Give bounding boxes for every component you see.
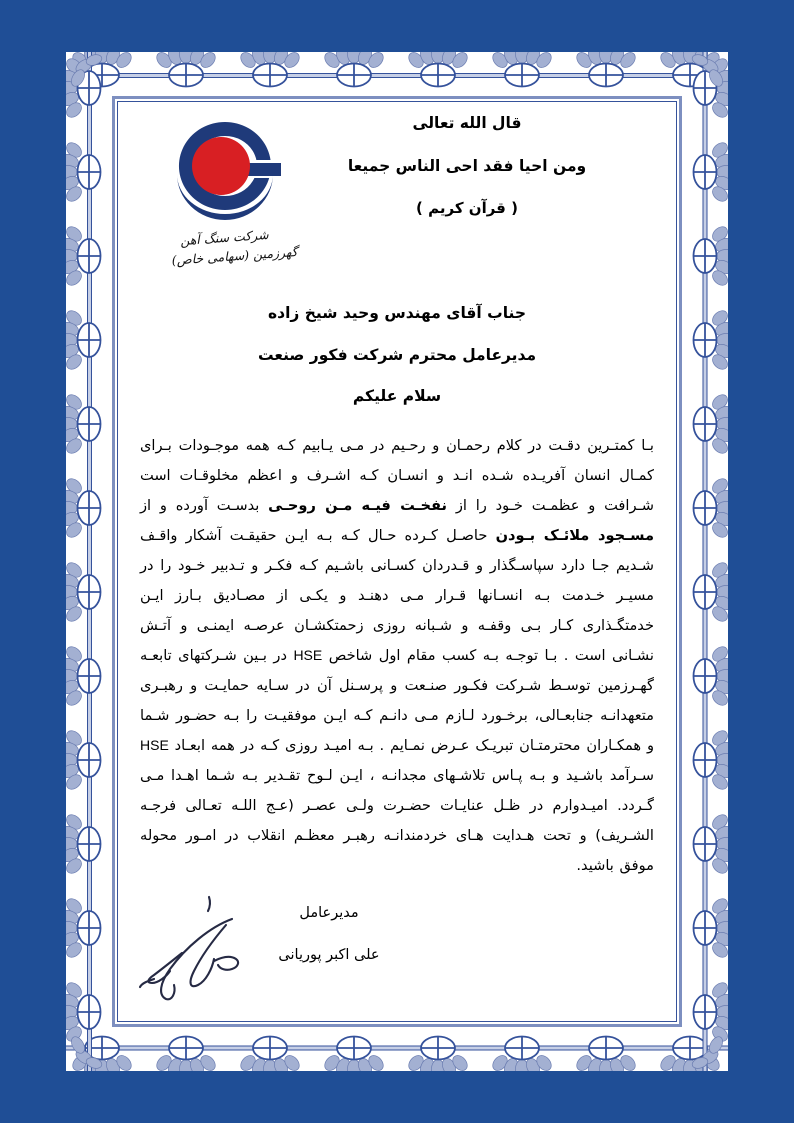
ornament-band-top [66, 52, 728, 98]
company-logo-block [140, 112, 310, 267]
company-name-line2: گهرزمین (سهامی خاص) [171, 244, 299, 269]
body-part1: بـا کمتـرین دقـت در کلام رحمـان و رحـیم در مـی یـابیم کـه همه موجـودات بـرای کمـال انسان آفریـده شـده انـد و انسـان کـه اشـرف و اعظم مخلوقـات است شـرافت و عظمـت خـود را از [140, 436, 654, 514]
body-bold2: مسـجود ملائـک بـودن [495, 526, 654, 544]
body-part3: حاصـل کـرده حـال کـه بـه ایـن حقیقـت آشکار واقـف شـدیم جـا دارد سپاسـگذار و قـدردان کسـانی باشـیم کـه فکـر و تـدبیر خـود را در مسیـر خـدمت بـه انسـانها قـرار مـی دهنـد و یکـی از مصـادیق بـارز ایـن خدمتگـذاری کـار بـی وقفـه و شـبانه روزی زحمتکشـان عرصـه ایمنـی و آتـش نشـانی است . بـا توجـه بـه کسب مقام اول شاخص [140, 526, 654, 664]
company-name [139, 222, 311, 273]
quran-verse-block [310, 112, 654, 243]
signature-labels [254, 905, 404, 963]
ornament-band-bottom [66, 1025, 728, 1071]
company-name-line1: شرکت سنگ آهن [179, 226, 270, 249]
ayah-source: ( قرآن کریم ) [416, 199, 518, 217]
signature-block [140, 905, 654, 1025]
addressee-block [140, 306, 654, 405]
body-part5: سـرآمد باشـید و بـه پـاس تلاشـهای مجدانـه ، ایـن لـوح تقـدیر بـه شـما اهـدا مـی گـردد. امیـدوارم در ظـل عنایـات حضـرت ولـی عصـر (عـج اللـه تعـالی فرجـه الشـریف) و تحت هـدایت هـای خردمندانـه رهبـر معظـم انقلاب در امـور محوله موفق باشید. [140, 767, 654, 875]
greeting: سلام علیکم [352, 387, 442, 405]
ayah-intro: قال الله تعالی [412, 114, 522, 132]
addressee-title: مدیرعامل محترم شرکت فکور صنعت [257, 345, 537, 364]
ornament-band-left [66, 52, 112, 1071]
letter-header [140, 112, 654, 308]
letter-content [112, 96, 682, 1027]
signatory-role: مدیرعامل [299, 905, 359, 922]
body-hse-1: HSE [293, 646, 323, 663]
body-part2: بدسـت آورده و از [140, 496, 269, 514]
gohar-zamin-emblem-icon [161, 116, 289, 224]
ornament-band-right [682, 52, 728, 1071]
certificate-sheet [66, 52, 728, 1071]
addressee-name: جناب آقای مهندس وحید شیخ زاده [267, 304, 527, 322]
body-hse-2: HSE [140, 737, 169, 754]
body-part4: در بـین شـرکتهای تابعـه گهـرزمین توسـط شـرکت فکـور صنـعت و پرسـنل آن در سـایه حمایـت و رهبـری متعهدانـه جنابعـالی، برخـورد لـازم مـی دانـم کـه ایـن موفقیـت را بـه حضـور شـما و همکـاران محترمتـان تبریـک عـرض نمـایم . بـه امیـد روزی کـه در همه ابعـاد [140, 646, 654, 755]
signatory-name: علی اکبر پوریانی [278, 947, 380, 964]
letter-body [140, 431, 654, 882]
handwritten-signature [114, 891, 264, 1011]
ayah-text: ومن احیا فقد احی الناس جمیعا [347, 156, 587, 175]
body-bold1: نفخـت فیـه مـن روحـی [268, 496, 448, 514]
